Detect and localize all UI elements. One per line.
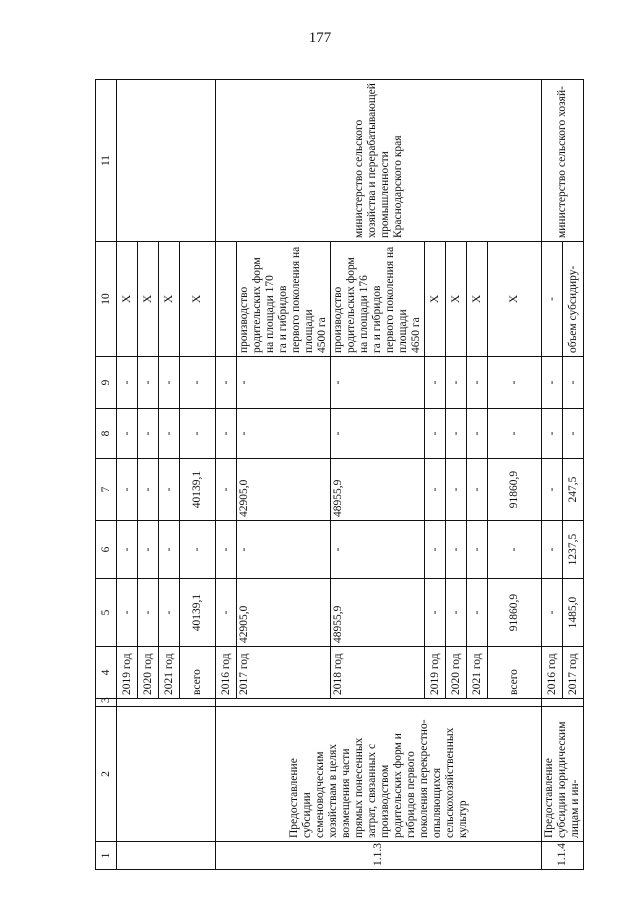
year-cell: 2017 год — [563, 647, 584, 699]
program-table — [95, 79, 584, 870]
table-wrapper — [95, 80, 581, 870]
value-cell: - — [467, 409, 488, 459]
value-cell: 91860,9 — [488, 459, 542, 521]
item-name: Предоставление субсидии юридическим лицам и ин- — [542, 707, 584, 842]
empty-cell — [117, 842, 216, 870]
table-row — [542, 80, 563, 870]
header-row — [96, 80, 117, 870]
item-number: 1.1.4 — [542, 842, 584, 870]
value-cell: - — [117, 409, 138, 459]
year-cell: 2016 год — [216, 647, 237, 699]
result-cell: X — [467, 242, 488, 357]
value-cell: - — [138, 521, 159, 579]
value-cell: - — [331, 409, 425, 459]
result-cell: X — [488, 242, 542, 357]
empty-cell — [117, 699, 216, 707]
value-cell: - — [237, 357, 331, 409]
value-cell: - — [563, 357, 584, 409]
value-cell: - — [216, 409, 237, 459]
value-cell: - — [159, 409, 180, 459]
value-cell: 48955,9 — [331, 459, 425, 521]
header-cell: 4 — [96, 647, 117, 699]
value-cell: - — [180, 357, 216, 409]
year-cell: 2021 год — [159, 647, 180, 699]
value-cell: - — [446, 579, 467, 647]
year-cell: всего — [488, 647, 542, 699]
header-cell: 3 — [96, 699, 117, 707]
table-row — [117, 80, 138, 870]
item-number: 1.1.3 — [216, 842, 542, 870]
value-cell: - — [216, 459, 237, 521]
result-cell: производство родительских форм на площади 176 га и гибридов первого поколения на площади 4650 га — [331, 242, 425, 357]
value-cell: - — [117, 357, 138, 409]
result-cell — [216, 242, 237, 357]
value-cell: - — [216, 579, 237, 647]
year-cell: 2020 год — [138, 647, 159, 699]
header-cell: 6 — [96, 521, 117, 579]
table-row — [216, 80, 237, 870]
value-cell: - — [331, 521, 425, 579]
result-cell: объем субсидиру- — [563, 242, 584, 357]
value-cell: 42905,0 — [237, 459, 331, 521]
empty-cell — [117, 707, 216, 842]
result-cell: X — [159, 242, 180, 357]
empty-cell — [542, 699, 584, 707]
header-cell: 9 — [96, 357, 117, 409]
value-cell: - — [425, 521, 446, 579]
value-cell: 1237,5 — [563, 521, 584, 579]
value-cell: - — [563, 409, 584, 459]
result-cell: производство родительских форм на площади 170 га и гибридов первого поколения на площади 4500 га — [237, 242, 331, 357]
value-cell: - — [488, 521, 542, 579]
value-cell: - — [446, 357, 467, 409]
result-cell: X — [180, 242, 216, 357]
value-cell: - — [425, 409, 446, 459]
executor-cell: министерство сельского хозяй- — [542, 80, 584, 242]
result-cell: X — [446, 242, 467, 357]
value-cell: 40139,1 — [180, 579, 216, 647]
value-cell: - — [488, 357, 542, 409]
year-cell: 2019 год — [117, 647, 138, 699]
value-cell: - — [467, 521, 488, 579]
value-cell: - — [159, 459, 180, 521]
value-cell: - — [467, 579, 488, 647]
year-cell: 2020 год — [446, 647, 467, 699]
value-cell: - — [488, 409, 542, 459]
value-cell: - — [138, 459, 159, 521]
year-cell: 2017 год — [237, 647, 331, 699]
value-cell: - — [138, 357, 159, 409]
value-cell: - — [216, 357, 237, 409]
value-cell: - — [117, 521, 138, 579]
value-cell: - — [446, 409, 467, 459]
value-cell: - — [138, 579, 159, 647]
value-cell: - — [331, 357, 425, 409]
page-number: 177 — [308, 30, 332, 46]
result-cell: X — [117, 242, 138, 357]
header-cell: 8 — [96, 409, 117, 459]
result-cell: - — [542, 242, 563, 357]
value-cell: 247,5 — [563, 459, 584, 521]
value-cell: - — [425, 459, 446, 521]
value-cell: - — [446, 521, 467, 579]
value-cell: - — [542, 579, 563, 647]
value-cell: - — [425, 579, 446, 647]
header-cell: 1 — [96, 842, 117, 870]
value-cell: - — [180, 409, 216, 459]
result-cell: X — [425, 242, 446, 357]
value-cell: - — [216, 521, 237, 579]
value-cell: - — [159, 579, 180, 647]
value-cell: - — [138, 409, 159, 459]
year-cell: 2016 год — [542, 647, 563, 699]
value-cell: - — [159, 357, 180, 409]
executor-cell: министерство сельского хозяйства и перерабатывающей промышленности Краснодарского края — [216, 80, 542, 242]
value-cell: - — [159, 521, 180, 579]
rotated-table-frame — [95, 80, 581, 870]
year-cell: всего — [180, 647, 216, 699]
value-cell: - — [542, 409, 563, 459]
year-cell: 2018 год — [331, 647, 425, 699]
value-cell: - — [117, 579, 138, 647]
value-cell: 40139,1 — [180, 459, 216, 521]
value-cell: 42905,0 — [237, 579, 331, 647]
value-cell: - — [117, 459, 138, 521]
value-cell: 91860,9 — [488, 579, 542, 647]
value-cell: - — [446, 459, 467, 521]
value-cell: - — [542, 357, 563, 409]
empty-cell — [117, 80, 216, 242]
value-cell: 48955,9 — [331, 579, 425, 647]
value-cell: - — [467, 357, 488, 409]
header-cell: 7 — [96, 459, 117, 521]
empty-cell — [216, 699, 542, 707]
header-cell: 11 — [96, 80, 117, 242]
value-cell: 1485,0 — [563, 579, 584, 647]
year-cell: 2019 год — [425, 647, 446, 699]
year-cell: 2021 год — [467, 647, 488, 699]
value-cell: - — [425, 357, 446, 409]
value-cell: - — [542, 521, 563, 579]
result-cell: X — [138, 242, 159, 357]
value-cell: - — [467, 459, 488, 521]
header-cell: 2 — [96, 707, 117, 842]
header-cell: 10 — [96, 242, 117, 357]
value-cell: - — [180, 521, 216, 579]
header-cell: 5 — [96, 579, 117, 647]
value-cell: - — [542, 459, 563, 521]
value-cell: - — [237, 409, 331, 459]
value-cell: - — [237, 521, 331, 579]
item-name: Предоставление субсидии семеноводческим хозяйствам в целях возмещения части прямых понесенных затрат, связанных с производством родительских форм и гибридов первого поколения перекрестно-опыляющихся сельскохозяйственных культур — [216, 707, 542, 842]
